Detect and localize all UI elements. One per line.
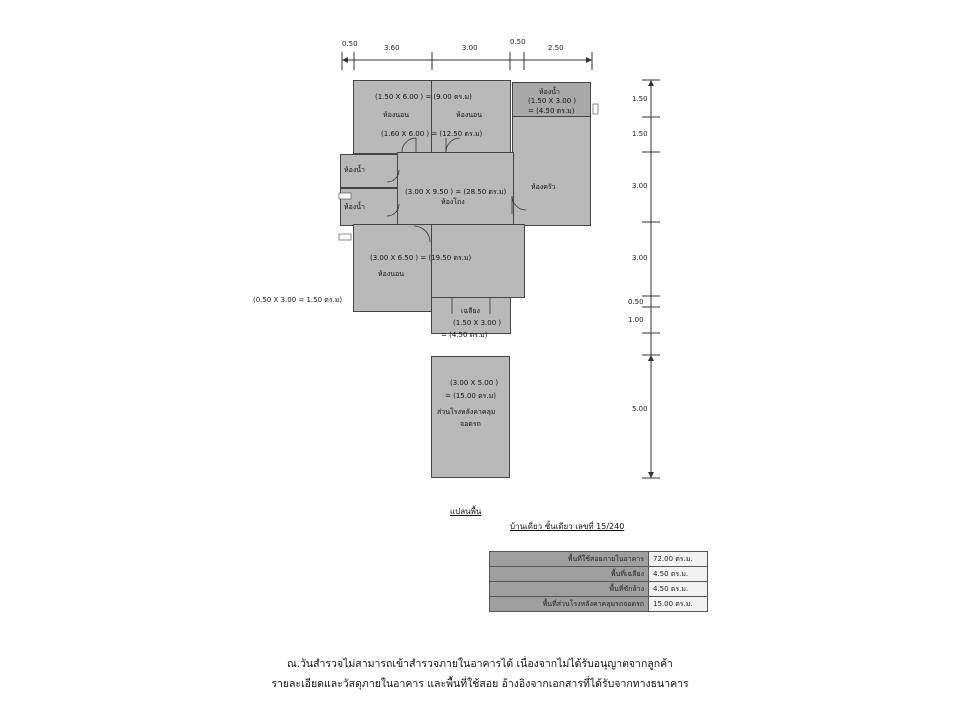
bedroom-a-size: (1.50 X 6.00 ) = (9.00 ตร.ม)	[375, 93, 472, 101]
area-value: 4.50 ตร.ม.	[649, 582, 708, 597]
bath-top-size: (1.50 X 3.00 )	[528, 97, 577, 105]
table-row	[490, 597, 708, 612]
area-label: พื้นที่เฉลียง	[490, 567, 649, 582]
carport-size: (3.00 X 5.00 )	[450, 379, 499, 387]
left-area-note: (0.50 X 3.00 = 1.50 ตร.ม)	[253, 296, 343, 304]
bedroom-c-size: (3.00 X 6.50 ) = (19.50 ตร.ม)	[370, 254, 472, 262]
right-dim-7: 5.00	[632, 405, 648, 413]
bedroom-a-name: ห้องนอน	[383, 111, 410, 119]
living-size: (3.00 X 9.50 ) = (28.50 ตร.ม)	[405, 188, 507, 196]
right-dim-3: 3.00	[632, 182, 648, 190]
area-label: พื้นที่ส่วนโรงหลังคาคลุมรถจอดรถ	[490, 597, 649, 612]
right-dim-2: 1.50	[632, 130, 648, 138]
plan-subtitle: บ้านเดี่ยว ชั้นเดียว เลขที่ 15/240	[510, 522, 625, 531]
table-row	[490, 567, 708, 582]
porch-size: (1.50 X 3.00 )	[453, 319, 502, 327]
top-dim-2: 3.60	[384, 44, 400, 52]
bedroom-b-name: ห้องนอน	[456, 111, 483, 119]
top-dim-3: 3.00	[462, 44, 478, 52]
bath-top-label: ห้องน้ำ	[539, 88, 560, 96]
table-row	[490, 582, 708, 597]
area-label: พื้นที่ใช้สอยภายในอาคาร	[490, 552, 649, 567]
living-name: ห้องโถง	[441, 198, 465, 206]
table-row	[490, 552, 708, 567]
carport-area: = (15.00 ตร.ม)	[445, 392, 496, 400]
bath-top-area: = (4.50 ตร.ม)	[528, 107, 575, 115]
area-value: 72.00 ตร.ม.	[649, 552, 708, 567]
right-dim-1: 1.50	[632, 95, 648, 103]
right-dim-5: 0.50	[628, 298, 644, 306]
footer-note-1: ณ.วันสำรวจไม่สามารถเข้าสำรวจภายในอาคารได้ เนื่องจากไม่ได้รับอนุญาตจากลูกค้า	[286, 658, 674, 670]
porch-area: = (4.50 ตร.ม)	[441, 331, 488, 339]
top-dim-1: 0.50	[342, 40, 358, 48]
area-value: 4.50 ตร.ม.	[649, 567, 708, 582]
footer-note-2: รายละเอียดและวัสดุภายในอาคาร และพื้นที่ใช้สอย อ้างอิงจากเอกสารที่ได้รับจากทางธนาคาร	[271, 678, 689, 690]
area-table	[489, 551, 708, 612]
bedroom-a-size2: (1.60 X 6.00 ) = (12.50 ตร.ม)	[381, 130, 483, 138]
bath2-name: ห้องน้ำ	[344, 203, 365, 211]
top-dim-4: 0.50	[510, 38, 526, 46]
top-dim-5: 2.50	[548, 44, 564, 52]
plan-title: แปลนพื้น	[450, 507, 482, 516]
right-dim-4: 3.00	[632, 254, 648, 262]
carport-name-1: ส่วนโรงหลังคาคลุม	[437, 408, 496, 416]
area-value: 15.00 ตร.ม.	[649, 597, 708, 612]
porch-name: เฉลียง	[461, 307, 480, 315]
bedroom-c-name: ห้องนอน	[378, 270, 405, 278]
right-dim-6: 1.00	[628, 316, 644, 324]
carport-name-2: จอดรถ	[460, 420, 481, 428]
kitchen-name: ห้องครัว	[531, 183, 556, 191]
bath1-name: ห้องน้ำ	[344, 166, 365, 174]
area-label: พื้นที่ซักล้าง	[490, 582, 649, 597]
